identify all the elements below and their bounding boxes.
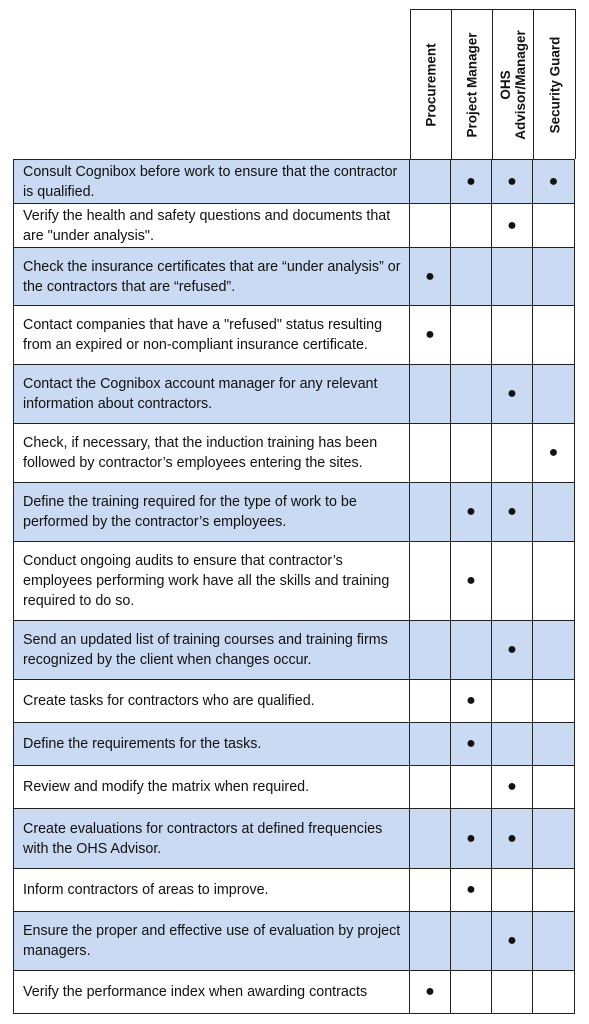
responsibility-cell (492, 204, 533, 247)
bullet-mark: ● (425, 326, 435, 343)
table-row (13, 620, 575, 679)
table-row (13, 868, 575, 911)
responsibility-cell (410, 766, 451, 808)
responsibility-cell (533, 766, 575, 808)
responsibility-cell (451, 542, 492, 620)
responsibility-cell (492, 723, 533, 765)
responsibility-cell (492, 621, 533, 679)
responsibility-cell (533, 248, 575, 305)
responsibility-cell (451, 160, 492, 203)
table-row (13, 722, 575, 765)
responsibility-cell (492, 424, 533, 482)
responsibility-cell (533, 204, 575, 247)
responsibility-cell (492, 306, 533, 364)
responsibility-cell (533, 160, 575, 203)
bullet-mark: ● (548, 172, 559, 190)
responsibility-cell (451, 424, 492, 482)
responsibility-cell (410, 542, 451, 620)
responsibility-cell (410, 723, 451, 765)
responsibility-cell (410, 483, 451, 541)
responsibility-cell (410, 248, 451, 305)
bullet-mark: ● (507, 216, 517, 234)
responsibility-cell (533, 809, 575, 868)
responsibility-cell (533, 424, 575, 482)
table-row (13, 765, 575, 808)
task-description: Define the requirements for the tasks. (13, 723, 410, 765)
bullet-mark: ● (466, 503, 476, 520)
responsibility-cell (492, 971, 533, 1013)
bullet-mark: ● (507, 641, 517, 658)
bullet-mark: ● (507, 778, 517, 795)
table-row (13, 423, 575, 482)
column-header-label: Security Guard (547, 36, 562, 133)
table-row (13, 808, 575, 868)
table-row (13, 482, 575, 541)
responsibility-cell (533, 306, 575, 364)
responsibility-cell (451, 306, 492, 364)
column-header-3 (492, 9, 534, 159)
table-row (13, 541, 575, 620)
column-header-1 (410, 9, 452, 159)
bullet-mark: ● (466, 881, 476, 898)
responsibility-cell (451, 248, 492, 305)
bullet-mark: ● (507, 385, 517, 402)
bullet-mark: ● (507, 932, 517, 949)
bullet-mark: ● (425, 267, 435, 285)
bullet-mark: ● (507, 172, 517, 190)
responsibility-cell (533, 365, 575, 423)
responsibility-cell (533, 971, 575, 1013)
task-description: Send an updated list of training courses and training firms recognized by the client when changes occur. (13, 621, 410, 679)
table-row (13, 203, 575, 247)
responsibility-cell (410, 306, 451, 364)
responsibility-cell (451, 365, 492, 423)
responsibility-cell (410, 424, 451, 482)
responsibility-cell (410, 869, 451, 911)
bullet-mark: ● (507, 503, 517, 520)
responsibility-cell (492, 483, 533, 541)
responsibility-cell (410, 160, 451, 203)
task-description: Review and modify the matrix when required. (13, 766, 410, 808)
table-row (13, 247, 575, 305)
responsibility-cell (410, 971, 451, 1013)
table-row (13, 970, 575, 1013)
bullet-mark: ● (466, 692, 476, 709)
responsibility-cell (451, 912, 492, 970)
task-description: Create evaluations for contractors at defined frequencies with the OHS Advisor. (13, 809, 410, 868)
task-description: Contact companies that have a "refused" status resulting from an expired or non-compliant insurance certificate. (13, 306, 410, 364)
responsibility-cell (492, 680, 533, 722)
responsibility-cell (410, 204, 451, 247)
table-row (13, 305, 575, 364)
responsibility-cell (492, 869, 533, 911)
responsibility-cell (451, 680, 492, 722)
responsibility-cell (492, 912, 533, 970)
table-row (13, 911, 575, 970)
responsibility-cell (533, 542, 575, 620)
task-description: Check the insurance certificates that are “under analysis” or the contractors that are “refused”. (13, 248, 410, 305)
responsibility-cell (492, 365, 533, 423)
responsibility-cell (492, 160, 533, 203)
column-header-4 (533, 9, 576, 159)
responsibility-cell (492, 542, 533, 620)
responsibility-cell (451, 483, 492, 541)
responsibility-cell (410, 621, 451, 679)
task-description: Verify the performance index when awarding contracts (13, 971, 410, 1013)
column-header-label: Project Manager (464, 31, 480, 138)
bullet-mark: ● (466, 735, 476, 752)
bullet-mark: ● (466, 172, 476, 190)
responsibility-cell (410, 680, 451, 722)
column-header-label: OHS Advisor/Manager (498, 29, 528, 140)
responsibility-cell (533, 869, 575, 911)
bullet-mark: ● (466, 829, 476, 847)
responsibility-cell (492, 766, 533, 808)
responsibility-cell (451, 809, 492, 868)
table-row (13, 364, 575, 423)
responsibility-cell (533, 621, 575, 679)
task-description: Check, if necessary, that the induction training has been followed by contractor’s employees entering the sites. (13, 424, 410, 482)
task-description: Consult Cognibox before work to ensure that the contractor is qualified. (13, 160, 410, 203)
responsibility-cell (533, 483, 575, 541)
table-row (13, 159, 575, 203)
column-header-label: Procurement (423, 42, 439, 127)
responsibility-cell (451, 621, 492, 679)
responsibility-cell (410, 365, 451, 423)
task-description: Contact the Cognibox account manager for any relevant information about contractors. (13, 365, 410, 423)
responsibility-cell (410, 809, 451, 868)
responsibility-cell (492, 809, 533, 868)
table-bottom-border (13, 1013, 575, 1014)
task-description: Conduct ongoing audits to ensure that contractor’s employees performing work have all the skills and training required to do so. (13, 542, 410, 620)
responsibility-cell (451, 723, 492, 765)
bullet-mark: ● (548, 444, 559, 461)
responsibility-cell (533, 912, 575, 970)
responsibility-cell (451, 766, 492, 808)
task-description: Ensure the proper and effective use of evaluation by project managers. (13, 912, 410, 970)
responsibility-cell (451, 204, 492, 247)
task-description: Inform contractors of areas to improve. (13, 869, 410, 911)
responsibility-cell (533, 723, 575, 765)
responsibility-cell (451, 971, 492, 1013)
bullet-mark: ● (507, 829, 517, 847)
bullet-mark: ● (466, 572, 476, 589)
responsibility-cell (410, 912, 451, 970)
task-description: Verify the health and safety questions and documents that are "under analysis". (13, 204, 410, 247)
column-header-2 (451, 9, 493, 159)
responsibility-cell (492, 248, 533, 305)
task-description: Create tasks for contractors who are qualified. (13, 680, 410, 722)
table-row (13, 679, 575, 722)
bullet-mark: ● (425, 983, 435, 1000)
task-description: Define the training required for the type of work to be performed by the contractor’s employees. (13, 483, 410, 541)
responsibility-cell (533, 680, 575, 722)
responsibility-cell (451, 869, 492, 911)
